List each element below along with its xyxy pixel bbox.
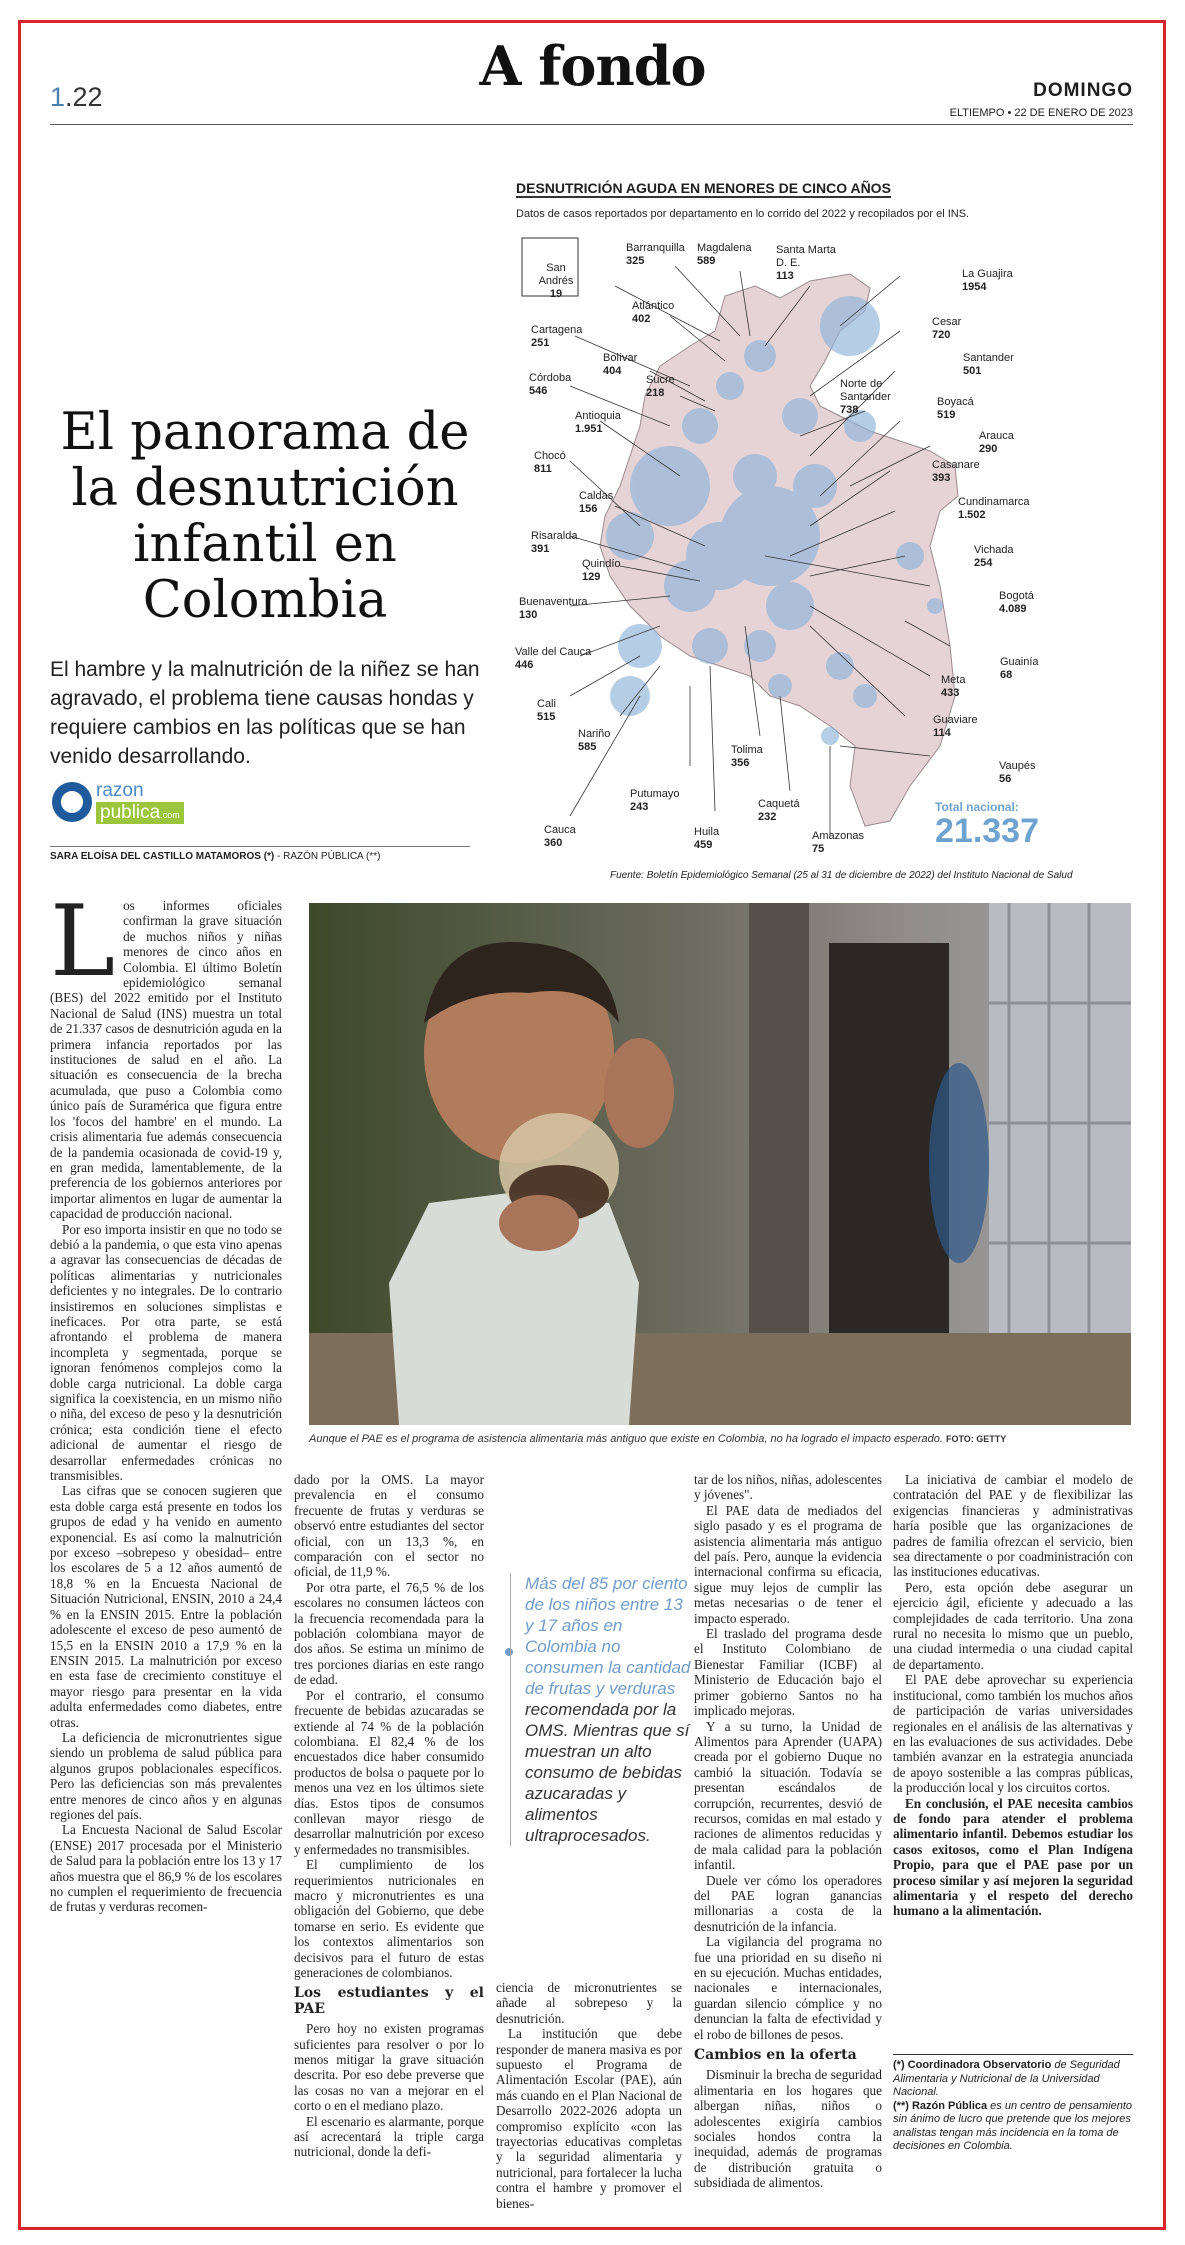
- dept-label: Cartagena 251: [531, 324, 583, 349]
- dept-label: Cali 515: [537, 698, 556, 723]
- day-label: DOMINGO: [1033, 80, 1133, 101]
- dept-label: Guaviare 114: [933, 714, 978, 739]
- article-column-4: tar de los niños, niñas, adolescentes y jóvenes". El PAE data de mediados del siglo pasado y es el programa de asistencia alimentaria más antiguo del país. Pero, aunque la evidencia internacional confirma su eficacia, sigue muy lejos de cumplir las metas necesarias o de tener el impacto esperado. El traslado del programa desde el Instituto Colombiano de Bienestar Familiar (ICBF) al Ministerio de Educación bajo el primer gobierno Santos no ha implicado mejoras. Y a su turno, la Unidad de Alimentos para Aprender (UAPA) creada por el gobierno Duque no cambió la situación. Todavía se presentan escándalos de corrupción, recurrentes, desvió de recursos, comidas en mal estado y raciones de alimentos reducidas y de mala calidad para la población infantil. Duele ver cómo los operadores del PAE logran ganancias millonarias a costa de la desnutrición de la infancia. La vigilancia del programa no fue una prioridad en su diseño ni en su ejecución. Muchas entidades, nacionales e internacionales, guardan silencio cómplice y no denuncian la falta de efectividad y el robo de billones de pesos. Cambios en la oferta Disminuir la brecha de seguridad alimentaria en los hogares que albergan niñas, niños o adolescentes exigiría cambios sociales hondos contra la inequidad, además de programas de distribución gratuita o subsidiada de alimentos.: [694, 1472, 882, 2191]
- dept-label: Atlántico 402: [632, 300, 675, 325]
- publication-date: ELTIEMPO • 22 DE ENERO DE 2023: [949, 107, 1133, 119]
- dept-label: Córdoba 546: [529, 372, 572, 397]
- dept-label: Risaralda 391: [531, 530, 578, 555]
- dept-label: Cundinamarca 1.502: [958, 496, 1030, 521]
- dept-label: Quindío 129: [582, 558, 621, 583]
- map-title: DESNUTRICIÓN AGUDA EN MENORES DE CINCO AÑOS: [516, 180, 891, 196]
- article-column-2: dado por la OMS. La mayor prevalencia en el consumo frecuente de frutas y verduras se observó entre estudiantes del sector oficial, con un 13,3 %, en comparación con el sector no oficial, de 11,9 %. Por otra parte, el 76,5 % de los escolares no consumen lácteos con la frecuencia recomendada para la población colombiana mayor de dos años. Se estima un mínimo de tres porciones diarias en este rango de edad. Por el contrario, el consumo frecuente de bebidas azucaradas se extiende al 74 % de la población colombiana. El 82,4 % de los encuestados dice haber consumido productos de bolsa o paquete por lo menos una vez en los últimos siete días. Estos tipos de consumos conllevan mayor riesgo de desarrollar malnutrición por exceso y enfermedades no transmisibles. El cumplimiento de los requerimientos nutricionales en macro y micronutrientes es una obligación del Gobierno, que debe tomarse en serio. Es evidente que los contextos alimentarios son decisivos para el futuro de estas generaciones de colombianos. Los estudiantes y el PAE Pero hoy no existen programas suficientes para resolver o por lo menos mitigar la grave situación descrita. Por eso debe preverse que las cosas no van a mejorar en el corto o en el mediano plazo. El escenario es alarmante, porque así acrecentará la triple carga nutricional, donde la defi-: [294, 1472, 484, 2160]
- dept-label: Nariño 585: [578, 728, 611, 753]
- dept-label: Valle del Cauca 446: [515, 646, 592, 671]
- dept-label: Caquetá 232: [758, 798, 800, 823]
- dept-label: Bogotá 4.089: [999, 590, 1034, 615]
- dept-label: Santa Marta D. E. 113: [776, 244, 836, 282]
- deck: El hambre y la malnutrición de la niñez se han agravado, el problema tiene causas hondas y requiere cambios en las políticas que se han venido desarrollando.: [50, 658, 480, 768]
- article-column-5: La iniciativa de cambiar el modelo de contratación del PAE y de flexibilizar las exigencias financieras y administrativas haría posible que las organizaciones de padres de familia ofrezcan el servicio, bien sea directamente o por coadministración con las instituciones educativas. Pero, esta opción debe asegurar un ejercicio ágil, eficiente y adecuado a las complejidades de cada territorio. Una zona rural no necesita lo mismo que un pueblo, una ciudad intermedia o una ciudad capital de departamento. El PAE debe aprovechar su experiencia institucional, como también los muchos años de participación de varias universidades regionales en el análisis de las alternativas y en las evaluaciones de sus actividades. Debe también avanzar en la estrategia anunciada de apoyo sostenible a las compras públicas, la producción local y los circuitos cortos. En conclusión, el PAE necesita cambios de fondo para atender el problema alimentario infantil. Debemos estudiar los casos exitosos, como el Plan Indígena Propio, para que el PAE pase por un proceso similar y así mejoren la seguridad alimentaria y el respeto del derecho humano a la alimentación.: [893, 1472, 1133, 1919]
- note-1: (*) Coordinadora Observatorio de Seguridad Alimentaria y Nutricional de la Universidad Nacional.: [893, 2059, 1120, 2098]
- headline: El panorama de la desnutrición infantil en Colombia: [60, 403, 470, 630]
- dept-label: Santander 501: [963, 352, 1014, 377]
- subhead-estudiantes: Los estudiantes y el PAE: [294, 1985, 484, 2017]
- section-title: A fondo: [479, 34, 706, 98]
- dept-label: Arauca 290: [979, 430, 1014, 455]
- dept-label: Casanare 393: [932, 459, 980, 484]
- total-label: Total nacional:: [935, 800, 1019, 814]
- dept-label: Sucre 218: [646, 374, 675, 399]
- colombia-map: [510, 226, 970, 866]
- dept-label: Buenaventura 130: [519, 596, 588, 621]
- dept-label: Huila 459: [694, 826, 720, 851]
- dept-label: Cauca 360: [544, 824, 576, 849]
- dept-label: Bolívar 404: [603, 352, 638, 377]
- dept-label: Amazonas 75: [812, 830, 864, 855]
- dept-label: Putumayo 243: [630, 788, 680, 813]
- dept-label: Tolima 356: [731, 744, 763, 769]
- dept-label: Cesar 720: [932, 316, 962, 341]
- total-value: 21.337: [935, 812, 1039, 850]
- photo-caption: Aunque el PAE es el programa de asistencia alimentaria más antiguo que existe en Colombia, no ha logrado el impacto esperado. FOTO: GETTY: [309, 1433, 1007, 1445]
- dept-label: Meta 433: [941, 674, 966, 699]
- dept-label: Caldas 156: [579, 490, 614, 515]
- photo-child-drinking: [309, 903, 1131, 1425]
- map-source: Fuente: Boletín Epidemiológico Semanal (25 al 31 de diciembre de 2022) del Instituto Nacional de Salud: [610, 870, 1073, 881]
- dept-label: La Guajira 1954: [962, 268, 1013, 293]
- dept-label: San Andrés 19: [538, 262, 574, 300]
- dropcap: L: [50, 885, 116, 999]
- byline: SARA ELOÍSA DEL CASTILLO MATAMOROS (*) - RAZÓN PÚBLICA (**): [50, 846, 470, 862]
- subhead-cambios: Cambios en la oferta: [694, 2047, 857, 2064]
- razon-publica-logo: razon publica.com: [52, 782, 192, 834]
- dept-label: Magdalena 589: [697, 242, 752, 267]
- note-2: (**) Razón Pública es un centro de pensamiento sin ánimo de lucro que pretende que los mejores analistas tengan más incidencia en la toma de decisiones en Colombia.: [893, 2099, 1133, 2152]
- article-column-3: ciencia de micronutrientes se añade al sobrepeso y la desnutrición. La institución que debe responder de manera masiva es por supuesto el Programa de Alimentación Escolar (PAE), aún más cuando en el Plan Nacional de Desarrollo 2022-2026 adopta un compromiso explícito «con las trayectorias educativas completas y la seguridad alimentaria y nutricional, para fortalecer la lucha contra el hambre y promover el bienes-: [496, 1980, 682, 2211]
- dept-label: Vichada 254: [974, 544, 1014, 569]
- dept-label: Barranquilla 325: [626, 242, 685, 267]
- dept-label: Norte de Santander 738: [840, 378, 891, 416]
- dept-label: Vaupés 56: [999, 760, 1036, 785]
- page-number: 1.22: [50, 82, 103, 112]
- author-notes: [893, 2054, 1133, 2154]
- pullquote: Más del 85 por ciento de los niños entre 13 y 17 años en Colombia no consumen la cantidad de frutas y verduras recomendada por la OMS. Mientras que sí muestran un alto consumo de bebidas azucaradas y alimentos ultraprocesados.: [510, 1573, 695, 1846]
- dept-label: Chocó 811: [534, 450, 566, 475]
- dept-label: Guainía 68: [1000, 656, 1039, 681]
- dept-label: Antioquia 1.951: [575, 410, 621, 435]
- map-subtitle: Datos de casos reportados por departamento en lo corrido del 2022 y recopilados por el INS.: [516, 208, 970, 220]
- article-column-1: L os informes oficiales confirman la grave situación de muchos niños y niñas menores de cinco años en Colombia. El último Boletín epidemiológico semanal (BES) del 2022 emitido por el Instituto Nacional de Salud (INS) muestra un total de 21.337 casos de desnutrición aguda en la primera infancia reportados por las instituciones de salud en el año. La situación es consecuencia de la brecha acumulada, que puso a Colombia como único país de Suramérica que figura entre los 'focos del hambre' en el mundo. La crisis alimentaria fue además consecuencia de la pandemia ocasionada de covid-19 y, en gran medida, lamentablemente, de la preferencia de los gobiernos anteriores por importar alimentos en lugar de aumentar la capacidad de producción nacional. Por eso importa insistir en que no todo se debió a la pandemia, o que esta vino apenas a agravar las consecuencias de décadas de políticas alimentarias y nutricionales deficientes y no integrales. De lo contrario insistiremos en soluciones simplistas e ineficaces. Por otra parte, se está afrontando el problema de manera incompleta y segmentada, porque se ignoran fenómenos complejos como la doble carga nutricional. La doble carga significa la coexistencia, en un mismo niño o niña, del exceso de peso y la desnutrición crónica; esta condición tiene el efecto adicional de aumentar el riesgo de desarrollar enfermedades crónicas no transmisibles. Las cifras que se conocen sugieren que esta doble carga está presente en todos los grupos de edad y ha venido en aumento exponencial. Es así como la malnutrición por exceso –sobrepeso y obesidad– entre los escolares de 5 a 12 años aumentó de 18,8 % en la Encuesta Nacional de Situación Nutricional, ENSIN, 2010 a 24,4 % en la ENSIN 2015. Entre la población adolescente el exceso de peso aumentó de 15,5 en la ENSIN 2010 a 17,9 % en la ENSIN 2015. La malnutrición por exceso en esta fase de crecimiento constituye el mayor riesgo para presentar en la vida adulta enfermedades como diabetes, entre otras. La deficiencia de micronutrientes sigue siendo un problema de salud pública para algunos grupos poblacionales específicos. Pero las deficiencias son más prevalentes entre menores de cinco años y en algunas regiones del país. La Encuesta Nacional de Salud Escolar (ENSE) 2017 procesada por el Ministerio de Salud para la población entre los 13 y 17 años muestra que el 86,9 % de los escolares no cumplen el requerimiento de frecuencia de frutas y verduras recomen-: [50, 885, 282, 1915]
- dept-label: Boyacá 519: [937, 396, 974, 421]
- logo-ring-icon: [52, 782, 92, 822]
- header-rule: [50, 124, 1133, 125]
